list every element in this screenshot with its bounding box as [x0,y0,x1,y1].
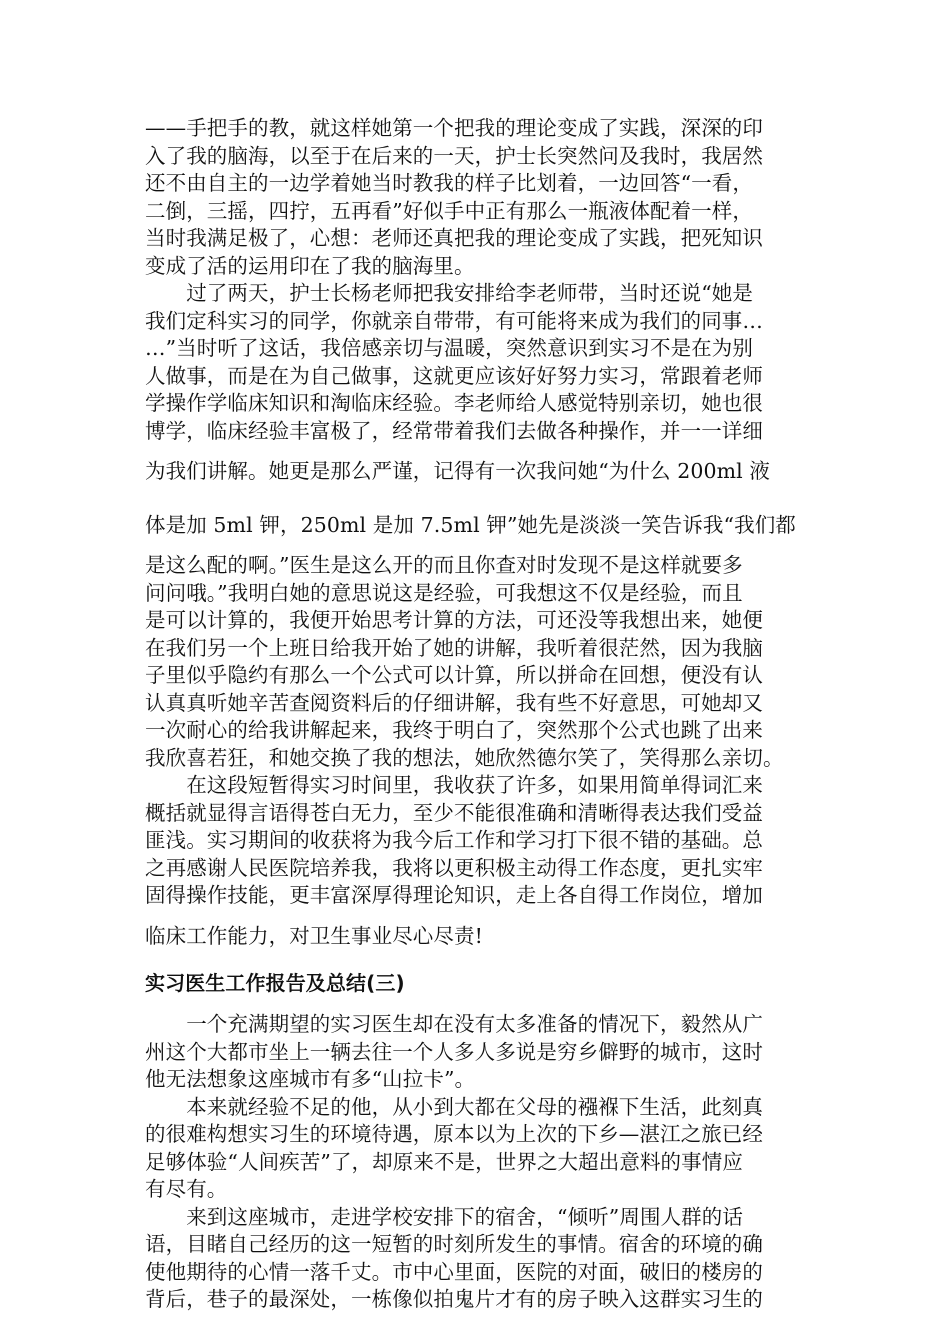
text-line: 概括就显得言语得苍白无力，至少不能很准确和清晰得表达我们受益 [145,800,763,825]
text-line: 匪浅。实习期间的收获将为我今后工作和学习打下很不错的基础。总 [145,828,763,852]
text-line: 是可以计算的，我便开始思考计算的方法，可还没等我想出来，她便 [145,608,763,632]
text-line: 在我们另一个上班日给我开始了她的讲解，我听着很茫然，因为我脑 [145,635,763,660]
text-line: 学操作学临床知识和淘临床经验。李老师给人感觉特别亲切，她也很 [145,391,763,415]
text-line: 本来就经验不足的他，从小到大都在父母的襁褓下生活，此刻真 [145,1094,763,1119]
text-line: 为我们讲解。她更是那么严谨，记得有一次我问她“为什么 200ml 液 [145,459,771,483]
text-line: 背后，巷子的最深处，一栋像似拍鬼片才有的房子映入这群实习生的 [145,1287,763,1311]
text-line: 还不由自主的一边学着她当时教我的样子比划着，一边回答“一看， [145,171,753,195]
text-line: 入了我的脑海，以至于在后来的一天，护士长突然问及我时，我居然 [145,143,763,168]
paragraph-summary [145,772,807,950]
text-line: 临床工作能力，对卫生事业尽心尽责! [145,923,483,948]
text-line: 认真真听她辛苦查阅资料后的仔细讲解，我有些不好意思，可她却又 [145,690,763,715]
text-line: 人做事，而是在为自己做事，这就更应该好好努力实习，常跟着老师 [145,363,763,388]
text-line: 博学，临床经验丰富极了，经常带着我们去做各种操作，并一一详细 [145,418,763,443]
text-line: 问问哦。”我明白她的意思说这是经验，可我想这不仅是经验，而且 [145,580,743,605]
paragraph-experience [145,1094,807,1204]
paragraph-dormitory [145,1204,807,1314]
text-line: 过了两天，护士长杨老师把我安排给李老师带，当时还说“她是 [145,281,753,305]
text-line: 有尽有。 [145,1177,228,1201]
text-line: 是这么配的啊。”医生是这么开的而且你查对时发现不是这样就要多 [145,553,743,577]
text-line: 固得操作技能，更丰富深厚得理论知识，走上各自得工作岗位，增加 [145,883,763,907]
text-line: 使他期待的心情一落千丈。市中心里面，医院的对面，破旧的楼房的 [145,1259,763,1284]
document-body [145,115,807,1314]
section-heading: 实习医生工作报告及总结(三) [145,971,405,995]
text-line: ——手把手的教，就这样她第一个把我的理论变成了实践，深深的印 [145,116,763,140]
text-line: 子里似乎隐约有那么一个公式可以计算，所以拼命在回想，便没有认 [145,663,763,687]
text-line: …”当时听了这话，我倍感亲切与温暖，突然意识到实习不是在为别 [145,336,753,360]
text-line: 体是加 5ml 钾，250ml 是加 7.5ml 钾”她先是淡淡一笑告诉我“我们都 [145,512,796,537]
text-line: 变成了活的运用印在了我的脑海里。 [145,253,475,278]
text-line: 他无法想象这座城市有多“山拉卡”。 [145,1067,476,1091]
text-line: 的很难构想实习生的环境待遇，原本以为上次的下乡—湛江之旅已经 [145,1122,763,1146]
text-line: 州这个大都市坐上一辆去往一个人多人多说是穷乡僻野的城市，这时 [145,1039,763,1064]
text-line: 我们定科实习的同学，你就亲自带带，有可能将来成为我们的同事… [145,308,763,333]
text-line: 之再感谢人民医院培养我，我将以更积极主动得工作态度，更扎实牢 [145,855,763,880]
text-line: 我欣喜若狂，和她交换了我的想法，她欣然德尔笑了，笑得那么亲切。 [145,745,784,770]
text-line: 二倒，三摇，四拧，五再看”好似手中正有那么一瓶液体配着一样， [145,198,753,223]
text-line: 一次耐心的给我讲解起来，我终于明白了，突然那个公式也跳了出来 [145,718,763,742]
paragraph-arrival [145,1011,807,1094]
text-line: 足够体验“人间疾苦”了，却原来不是，世界之大超出意料的事情应 [145,1149,743,1174]
text-line: 来到这座城市，走进学校安排下的宿舍，“倾听”周围人群的话 [145,1204,743,1229]
paragraph-continued [145,115,807,280]
text-line: 当时我满足极了，心想：老师还真把我的理论变成了实践，把死知识 [145,226,763,250]
paragraph-teacher-li [145,280,807,772]
text-line: 语，目睹自己经历的这一短暂的时刻所发生的事情。宿舍的环境的确 [145,1232,763,1256]
text-line: 一个充满期望的实习医生却在没有太多准备的情况下，毅然从广 [145,1012,763,1036]
text-line: 在这段短暂得实习时间里，我收获了许多，如果用简单得词汇来 [145,773,763,797]
